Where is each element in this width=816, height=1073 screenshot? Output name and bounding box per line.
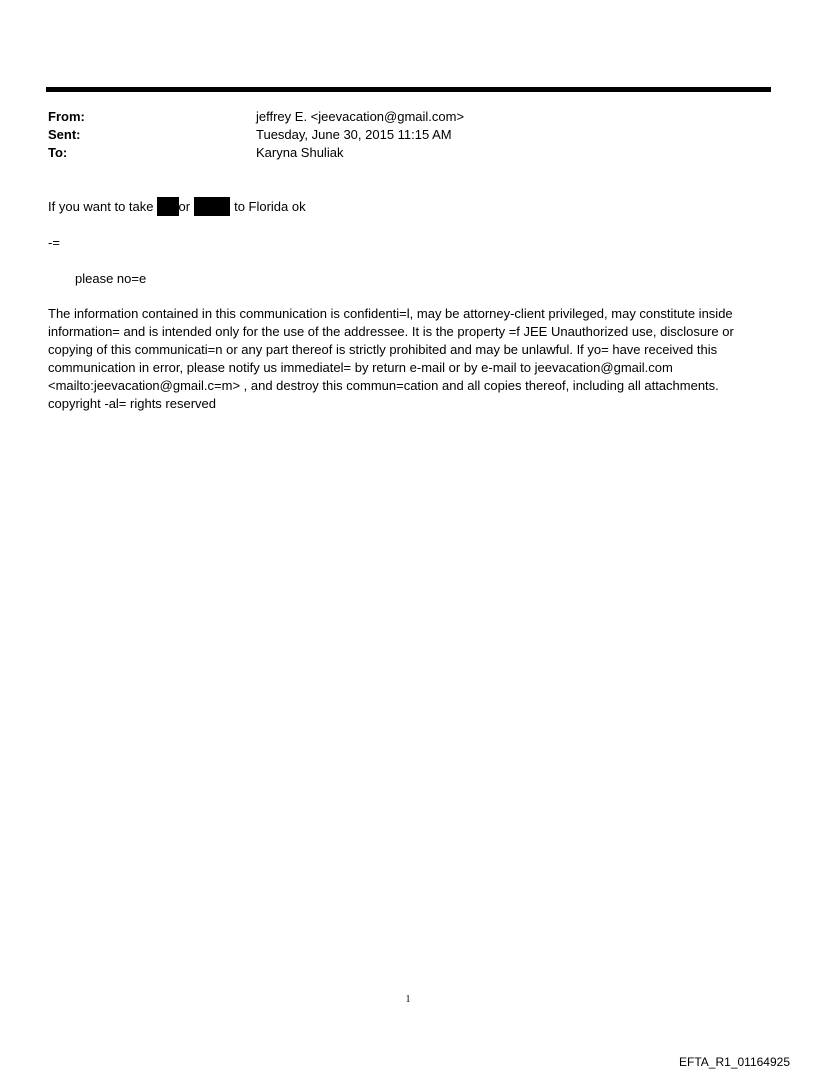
page-number: 1	[405, 994, 411, 1005]
message-text-part-3: to Florida ok	[234, 199, 306, 214]
sent-label: Sent:	[48, 127, 81, 142]
message-text-part-2: or	[178, 199, 191, 214]
message-text-part-1: If you want to take	[48, 199, 154, 214]
sent-value: Tuesday, June 30, 2015 11:15 AM	[256, 127, 452, 142]
email-header	[48, 108, 464, 162]
confidentiality-disclaimer: The information contained in this communication is confidenti=l, may be attorney-client privileged, may constitute inside information= and is intended only for the use of the addressee. It is the property =f JEE Unauthorized use, disclosure or copying of this communicati=n or any part thereof is strictly prohibited and may be unlawful. If yo= have received this communication in error, please notify us immediatel= by return e-mail or by e-mail to jeevacation@gmail.com <mailto:jeevacation@gmail.c=m> , and destroy this commun=cation and all copies thereof, including all attachments. copyright -al= rights reserved	[48, 306, 734, 411]
to-row	[48, 144, 464, 162]
to-label: To:	[48, 145, 68, 160]
redaction-box	[194, 197, 230, 216]
from-label: From:	[48, 109, 85, 124]
message-line-2: -=	[48, 235, 60, 250]
from-value: jeffrey E. <jeevacation@gmail.com>	[256, 109, 465, 124]
from-row	[48, 108, 464, 126]
header-rule	[46, 87, 771, 92]
redaction-box	[157, 197, 179, 216]
document-id: EFTA_R1_01164925	[679, 1055, 790, 1069]
message-line-1	[48, 198, 306, 217]
to-value: Karyna Shuliak	[256, 145, 344, 160]
sent-row	[48, 126, 464, 144]
message-line-3: please no=e	[75, 271, 147, 286]
